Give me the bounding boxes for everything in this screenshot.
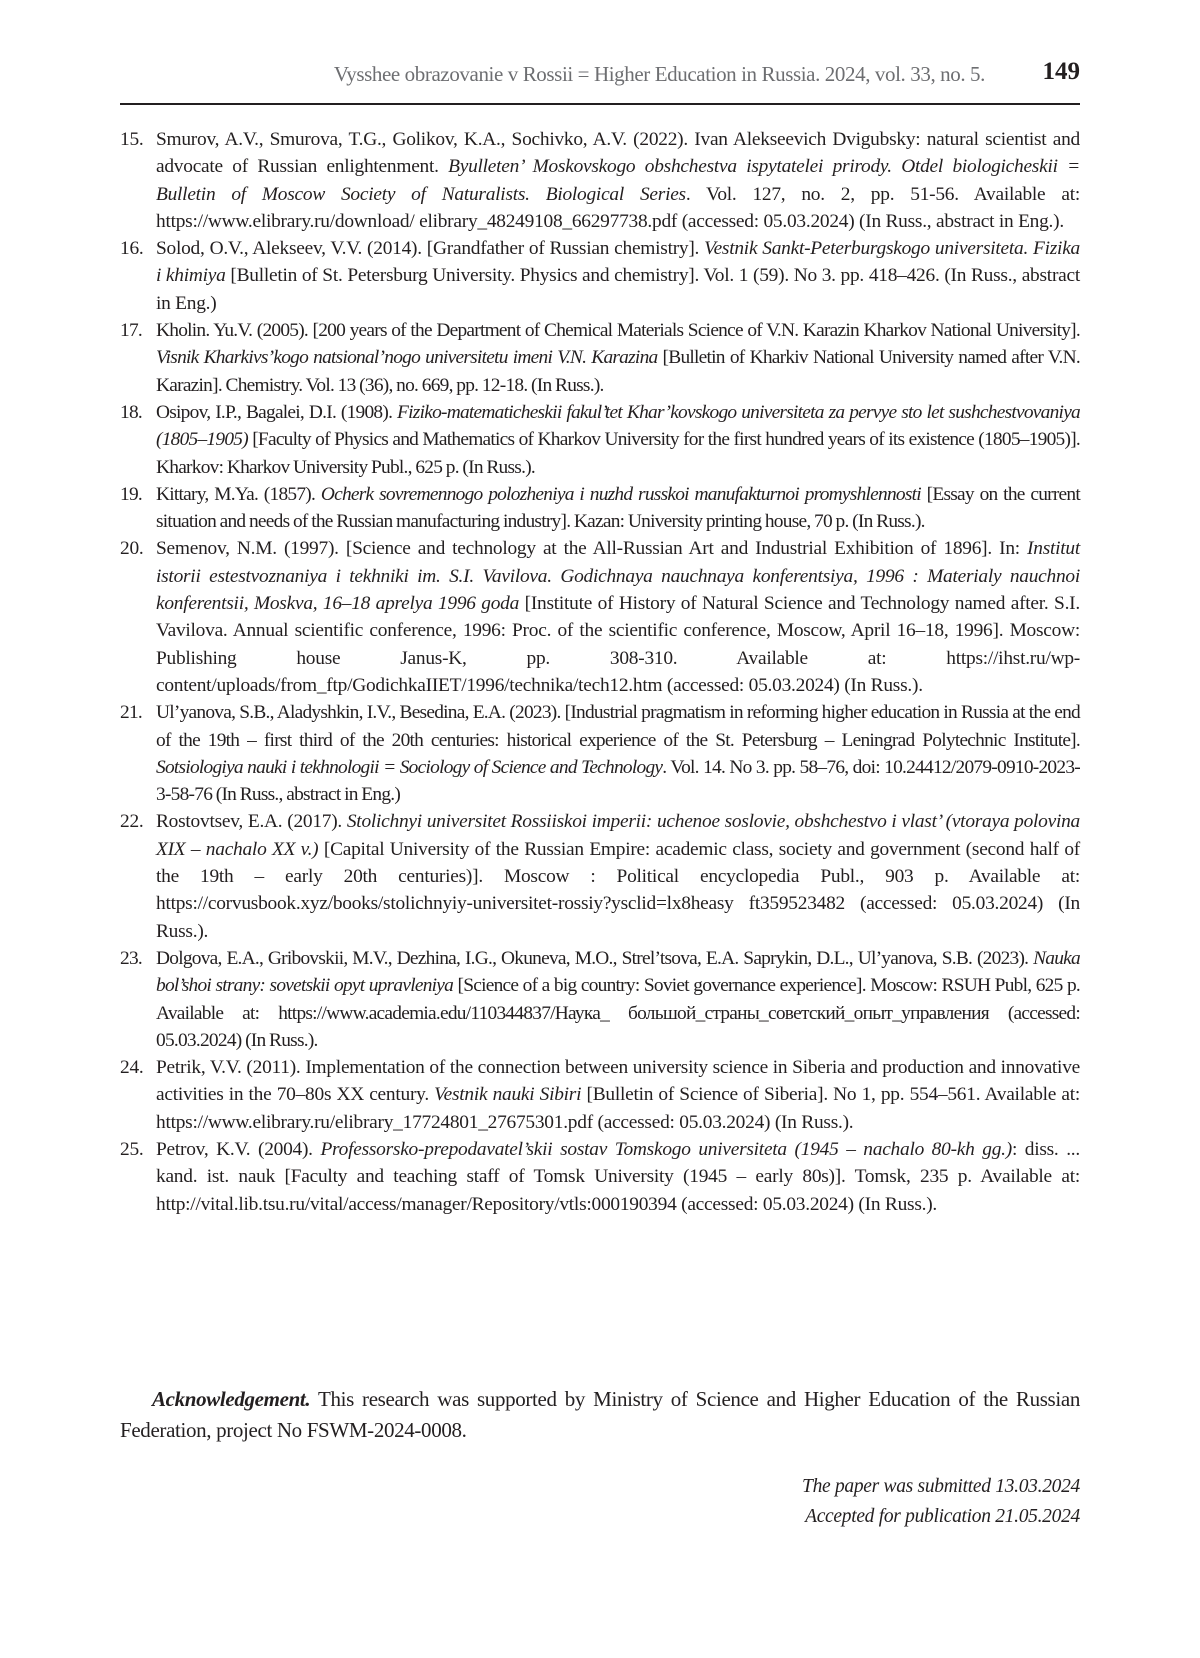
reference-source-title: Vestnik nauki Sibiri <box>434 1084 582 1106</box>
reference-source-title: Professorsko-prepodavatel’skii sostav Tomskogo universiteta (1945 – nachalo 80-kh gg.) <box>320 1138 1012 1160</box>
reference-text: . Vol. 127, no. 2, pp. 51-56. Available at: https://www.elibrary.ru/download/ elibrary_48249108_66297738.pdf (accessed: 05.03.2024) (In Russ., abstract in Eng.). <box>156 183 1080 232</box>
reference-number: 19. <box>120 483 142 505</box>
reference-item <box>120 535 1080 699</box>
reference-text: [Essay on the current situation and needs of the Russian manufacturing industry]. Kazan: University printing house, 70 p. (In Russ.). <box>156 483 1080 533</box>
reference-item <box>120 808 1080 944</box>
reference-text: [Bulletin of Kharkiv National University named after V.N. Karazin]. Chemistry. Vol. 13 (36), no. 669, pp. 12-18. (In Russ.). <box>156 347 1081 396</box>
acknowledgement-label: Acknowledgement. <box>152 1387 311 1411</box>
reference-text: Semenov, N.M. (1997). [Science and technology at the All-Russian Art and Industrial Exhibition of 1896]. In: <box>156 538 1028 560</box>
reference-item <box>120 481 1080 536</box>
reference-number: 16. <box>120 238 144 260</box>
reference-item <box>120 945 1080 1054</box>
header-rule <box>120 103 1080 105</box>
reference-text: [Bulletin of Science of Siberia]. No 1, pp. 554–561. Available at: https://www.elibrary.ru/elibrary_17724801_27675301.pdf (accessed: 05.03.2024) (In Russ.). <box>156 1084 1080 1133</box>
reference-item <box>120 1054 1080 1136</box>
reference-text: Petrov, K.V. (2004). <box>156 1138 321 1160</box>
reference-source-title: Visnik Kharkivs’kogo natsional’nogo universitetu imeni V.N. Karazina <box>156 347 658 369</box>
acknowledgement-text: This research was supported by Ministry of Science and Higher Education of the Russian Federation, project No FSWM-2024-0008. <box>120 1387 1080 1442</box>
reference-source-title: Nauka bol’shoi strany: sovetskii opyt upravleniya <box>156 947 1080 997</box>
reference-text: Kholin. Yu.V. (2005). [200 years of the Department of Chemical Materials Science of V.N. Karazin Kharkov National University]. <box>156 320 1080 342</box>
page-number: 149 <box>1042 58 1080 85</box>
reference-number: 23. <box>120 947 142 969</box>
reference-text: Osipov, I.P., Bagalei, D.I. (1908). <box>156 401 398 423</box>
submitted-date: The paper was submitted 13.03.2024 <box>802 1476 1080 1497</box>
running-header <box>120 58 1080 98</box>
reference-text: [Science of a big country: Soviet governance experience]. Moscow: RSUH Publ, 625 p. Available at: https://www.academia.edu/110344837/Наука_ большой_страны_советский_опыт_управления (accessed: 05.03.2024) (In Russ.). <box>156 975 1080 1051</box>
reference-text: Kittary, M.Ya. (1857). <box>156 483 321 505</box>
reference-number: 15. <box>120 129 144 150</box>
reference-item <box>120 126 1080 235</box>
reference-list <box>120 126 1080 1218</box>
reference-text: [Faculty of Physics and Mathematics of Kharkov University for the first hundred years of its existence (1805–1905)]. Kharkov: Kharkov University Publ., 625 p. (In Russ.). <box>156 429 1080 478</box>
reference-source-title: Ocherk sovremennogo polozheniya i nuzhd russkoi manufakturnoi promyshlennosti <box>320 483 921 505</box>
reference-source-title: Sotsiologiya nauki i tekhnologii = Sociology of Science and Technology <box>156 756 663 778</box>
reference-text: Smurov, A.V., Smurova, T.G., Golikov, K.A., Sochivko, A.V. (2022). Ivan Alekseevich Dvigubsky: natural scientist and advocate of Russian enlightenment. <box>156 129 1080 178</box>
reference-number: 18. <box>120 401 142 423</box>
accepted-date: Accepted for publication 21.05.2024 <box>805 1506 1080 1527</box>
reference-number: 20. <box>120 538 144 560</box>
acknowledgement <box>120 1384 1080 1446</box>
submission-dates <box>802 1472 1080 1532</box>
reference-text: [Bulletin of St. Petersburg University. Physics and chemistry]. Vol. 1 (59). No 3. pp. 418–426. (In Russ., abstract in Eng.) <box>156 265 1080 314</box>
reference-source-title: Vestnik Sankt-Peterburgskogo universiteta. Fizika i khimiya <box>156 238 1080 287</box>
reference-number: 22. <box>120 811 144 833</box>
reference-number: 21. <box>120 702 142 724</box>
reference-item <box>120 699 1080 808</box>
reference-text: [Institute of History of Natural Science and Technology named after. S.I. Vavilova. Annual scientific conference, 1996: Proc. of the scientific conference, Moscow, April 16–18, 1996]. Moscow: Publishing house Janus-K, pp. 308-310. Available at: https://ihst.ru/wp-content/uploads/from_ftp/GodichkaIIET/1996/technika/tech12.htm (accessed: 05.03.2024) (In Russ.). <box>156 593 1080 696</box>
journal-running-title: Vysshee obrazovanie v Rossii = Higher Education in Russia. 2024, vol. 33, no. 5. <box>333 62 985 86</box>
reference-item <box>120 1136 1080 1218</box>
reference-text: Solod, O.V., Alekseev, V.V. (2014). [Grandfather of Russian chemistry]. <box>156 238 705 260</box>
reference-source-title: Byulleten’ Moskovskogo obshchestva ispytatelei prirody. Otdel biologicheskii = Bulletin of Moscow Society of Naturalists. Biological Series <box>156 156 1080 205</box>
reference-source-title: Institut istorii estestvoznaniya i tekhniki im. S.I. Vavilova. Godichnaya nauchnaya konferentsiya, 1996 : Materialy nauchnoi konferentsii, Moskva, 16–18 aprelya 1996 goda <box>156 538 1080 615</box>
reference-number: 25. <box>120 1138 144 1160</box>
reference-text: [Capital University of the Russian Empire: academic class, society and government (second half of the 19th – early 20th centuries)]. Moscow : Political encyclopedia Publ., 903 p. Available at: https://corvusbook.xyz/books/stolichnyiy-universitet-rossiy?ysclid=lx8heasy ft359523482 (accessed: 05.03.2024) (In Russ.). <box>156 838 1080 942</box>
reference-text: Ul’yanova, S.B., Aladyshkin, I.V., Besedina, E.A. (2023). [Industrial pragmatism in reforming higher education in Russia at the end of the 19th – first third of the 20th centuries: historical experience of the St. Petersburg – Leningrad Polytechnic Institute]. <box>156 702 1080 751</box>
reference-source-title: Stolichnyi universitet Rossiiskoi imperii: uchenoe soslovie, obshchestvo i vlast’ (vtoraya polovina XIX – nachalo XX v.) <box>156 811 1080 860</box>
reference-source-title: Fiziko-matematicheskii fakul’tet Khar’kovskogo universiteta za pervye sto let sushchestvovaniya (1805–1905) <box>156 401 1080 451</box>
reference-text: : diss. ... kand. ist. nauk [Faculty and teaching staff of Tomsk University (1945 – early 80s)]. Tomsk, 235 p. Available at: http://vital.lib.tsu.ru/vital/access/manager/Repository/vtls:000190394 (accessed: 05.03.2024) (In Russ.). <box>156 1138 1080 1215</box>
reference-item <box>120 317 1080 399</box>
reference-text: . Vol. 14. No 3. pp. 58–76, doi: 10.24412/2079-0910-2023-3-58-76 (In Russ., abstract in Eng.) <box>156 756 1080 806</box>
reference-number: 17. <box>120 320 142 342</box>
reference-text: Dolgova, E.A., Gribovskii, M.V., Dezhina, I.G., Okuneva, M.O., Strel’tsova, E.A. Saprykin, D.L., Ul’yanova, S.B. (2023). <box>156 947 1034 969</box>
reference-number: 24. <box>120 1057 144 1079</box>
reference-item <box>120 235 1080 317</box>
reference-text: Petrik, V.V. (2011). Implementation of the connection between university science in Siberia and production and innovative activities in the 70–80s XX century. <box>156 1057 1080 1106</box>
reference-item <box>120 399 1080 481</box>
reference-text: Rostovtsev, E.A. (2017). <box>156 811 347 833</box>
